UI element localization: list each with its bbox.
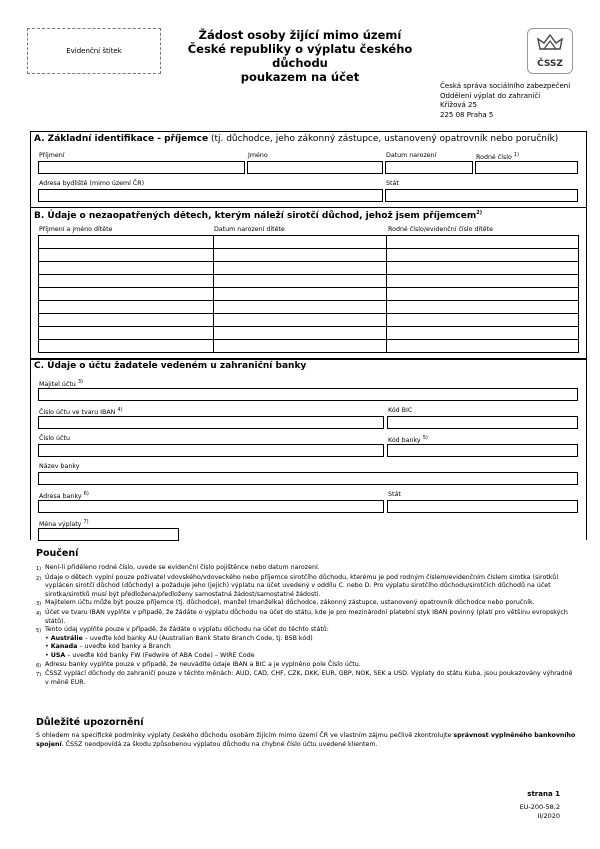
notice-text: S ohledem na specifické podmínky výplaty českého důchodu osobám žijícím mimo území ČR ve vlastním zájmu pečlivě zkontrolujte správnost vyplněného bankovního spojení. ČSSZ neodpovídá za škodu způsobenou výplatou důchodu na chybné číslo účtu uvedené klientem. xyxy=(36,732,576,748)
table-cell[interactable] xyxy=(387,249,579,262)
bank-code-label: Kód banky $^{5)}$ xyxy=(388,435,428,445)
bank-state-label: Stát xyxy=(388,491,401,498)
form-code: EU-200-58.2 II/2020 xyxy=(519,803,560,820)
cssz-logo-text: ČSSZ xyxy=(537,59,563,69)
table-cell[interactable] xyxy=(387,327,579,340)
table-row xyxy=(39,262,579,275)
section-c xyxy=(30,358,587,540)
table-cell[interactable] xyxy=(39,288,214,301)
list-item: 7) ČSSZ vyplácí důchody do zahraničí pouze v těchto měnách: AUD, CAD, CHF, CZK, DKK, EUR, GBP, NOK, SEK a USD. Výplaty do státu Kuba, jsou poukazovány výhradně v měně EUR. xyxy=(36,670,573,686)
table-cell[interactable] xyxy=(387,340,579,353)
list-item: 6) Adresu banky vyplňte pouze v případě, že neuvádíte údaje IBAN a BIC a je vyplněno pole Číslo účtu. xyxy=(36,660,361,669)
page-number: strana 1 xyxy=(527,790,560,798)
section-c-title: C. Údaje o účtu žadatele vedeném u zahraniční banky xyxy=(34,361,307,371)
state-field[interactable] xyxy=(385,189,578,202)
children-table xyxy=(38,235,579,353)
table-cell[interactable] xyxy=(39,262,214,275)
table-cell[interactable] xyxy=(39,340,214,353)
account-owner-label: Majitel účtu $^{3)}$ xyxy=(39,379,83,389)
child-birth-number-column-header: Rodné číslo/evidenční číslo dítěte xyxy=(388,226,493,233)
table-cell[interactable] xyxy=(387,236,579,249)
account-number-field[interactable] xyxy=(38,444,384,457)
child-birthdate-column-header: Datum narození dítěte xyxy=(214,226,285,233)
address-field[interactable] xyxy=(38,189,383,202)
surname-label: Příjmení xyxy=(39,152,65,159)
birthdate-field[interactable] xyxy=(385,161,473,174)
table-cell[interactable] xyxy=(387,275,579,288)
cssz-logo xyxy=(527,28,573,74)
table-row xyxy=(39,275,579,288)
currency-label: Měna výplaty $^{7)}$ xyxy=(39,519,89,529)
section-a-title: A. Základní identifikace - příjemce (tj. důchodce, jeho zákonný zástupce, ustanovený opatrovník nebo poručník) xyxy=(34,134,559,144)
bank-name-label: Název banky xyxy=(39,463,80,470)
table-row xyxy=(39,236,579,249)
instructions-list xyxy=(36,564,576,687)
form-title-line-2: České republiky o výplatu českého důchodu xyxy=(187,42,413,70)
address-line-1: Česká správa sociálního zabezpečení xyxy=(440,82,571,90)
list-item: 3) Majitelem účtu může být pouze příjemce (tj. důchodce), manžel (manželka) důchodce, zákonný zástupce, ustanovený opatrovník důchodce nebo poručník. xyxy=(36,599,535,608)
table-cell[interactable] xyxy=(39,327,214,340)
table-cell[interactable] xyxy=(39,249,214,262)
table-row xyxy=(39,249,579,262)
form-title-line-3: poukazem na účet xyxy=(240,70,360,84)
table-cell[interactable] xyxy=(214,275,387,288)
table-row xyxy=(39,340,579,353)
section-a xyxy=(30,131,587,208)
table-row xyxy=(39,288,579,301)
section-b-title: B. Údaje o nezaopatřených dětech, kterým náleží sirotčí důchod, jehož jsem příjemcem$^{2)}$ xyxy=(34,210,482,221)
account-number-label: Číslo účtu xyxy=(39,435,70,442)
registration-label-box xyxy=(27,28,161,74)
first-name-field[interactable] xyxy=(247,161,383,174)
table-cell[interactable] xyxy=(387,301,579,314)
bank-code-field[interactable] xyxy=(387,444,578,457)
table-cell[interactable] xyxy=(214,301,387,314)
form-title xyxy=(160,28,440,84)
bic-label: Kód BIC xyxy=(388,407,413,414)
bank-address-label: Adresa banky $^{6)}$ xyxy=(39,491,89,501)
bank-state-field[interactable] xyxy=(387,500,578,513)
address-line-3: Křížová 25 xyxy=(440,101,477,109)
birth-number-label: Rodné číslo $^{1)}$ xyxy=(476,152,520,162)
table-cell[interactable] xyxy=(214,340,387,353)
list-item: 5) Tento údaj vyplňte pouze v případě, že žádáte o výplatu důchodu na účet do těchto států: • Austrálie – uveďte kód banky AU (Australian Bank State Branch Code, tj. BSB kód) • Kanada – uveďte kód banky a Branch • USA – uveďte kód banky FW (Fedwire of ABA Code) – WIRE Code xyxy=(36,626,329,659)
table-cell[interactable] xyxy=(39,275,214,288)
recipient-address xyxy=(440,82,570,120)
table-cell[interactable] xyxy=(39,301,214,314)
address-line-4: 225 08 Praha 5 xyxy=(440,110,494,119)
bank-name-field[interactable] xyxy=(38,472,578,485)
notice-heading: Důležité upozornění xyxy=(36,717,144,728)
table-cell[interactable] xyxy=(387,262,579,275)
state-label: Stát xyxy=(386,180,399,187)
table-cell[interactable] xyxy=(214,327,387,340)
section-b xyxy=(30,207,587,360)
surname-field[interactable] xyxy=(38,161,245,174)
birth-number-field[interactable] xyxy=(475,161,578,174)
address-label: Adresa bydliště (mimo území ČR) xyxy=(39,180,145,187)
table-cell[interactable] xyxy=(214,288,387,301)
child-name-column-header: Příjmení a jméno dítěte xyxy=(39,226,113,233)
table-cell[interactable] xyxy=(214,249,387,262)
table-row xyxy=(39,314,579,327)
table-row xyxy=(39,301,579,314)
table-cell[interactable] xyxy=(39,314,214,327)
table-row xyxy=(39,327,579,340)
table-cell[interactable] xyxy=(387,288,579,301)
cssz-emblem-icon xyxy=(528,29,572,59)
account-owner-field[interactable] xyxy=(38,388,578,401)
bank-address-field[interactable] xyxy=(38,500,384,513)
currency-field[interactable] xyxy=(38,528,179,541)
iban-label: Číslo účtu ve tvaru IBAN $^{4)}$ xyxy=(39,407,123,417)
birthdate-label: Datum narození xyxy=(386,152,437,159)
table-cell[interactable] xyxy=(214,236,387,249)
list-item: 1) Není-li přiděleno rodné číslo, uvede se evidenční číslo pojištěnce nebo datum narození. xyxy=(36,564,320,572)
list-item: 2) Údaje o dětech vyplní pouze poživatel vdovského/vdoveckého nebo příjemce sirotčího důchodu, kterému je pod rodným číslem/evidenčním číslem sirotka (sirotků) vyplácen sirotčí důchod (důchody) a požaduje jeho (jejich) výplatu na účet uvedený v oddílu C. nebo D. Pro výplatu sirotčího důchodu/sirotčích důchodů na účet sirotka/sirotků musí být předložena/předloženy samostatná žádost/samostatné žádosti. xyxy=(36,573,559,598)
registration-label-text: Evidenční štítek xyxy=(66,47,122,55)
first-name-label: Jméno xyxy=(248,152,268,159)
table-cell[interactable] xyxy=(214,262,387,275)
list-item: 4) Účet ve tvaru IBAN vyplňte v případě, že žádáte o výplatu důchodu na účet do státu, kde je pro mezinárodní platební styk IBAN povinný (platí pro většinu evropských států). xyxy=(36,608,568,625)
address-line-2: Oddělení výplat do zahraničí xyxy=(440,91,541,100)
table-cell[interactable] xyxy=(214,314,387,327)
instructions-heading: Poučení xyxy=(36,548,79,559)
table-cell[interactable] xyxy=(387,314,579,327)
table-cell[interactable] xyxy=(39,236,214,249)
iban-field[interactable] xyxy=(38,416,384,429)
form-title-line-1: Žádost osoby žijící mimo území xyxy=(198,28,402,42)
bic-field[interactable] xyxy=(387,416,578,429)
